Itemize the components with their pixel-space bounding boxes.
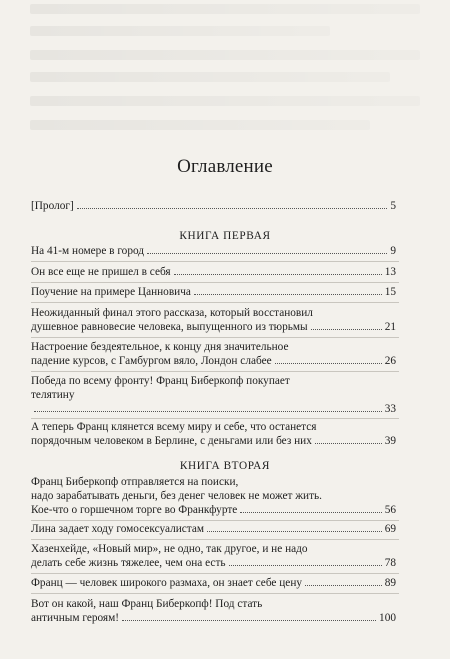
toc-entry-page: 9 [390, 245, 396, 257]
section-heading-book-1: КНИГА ПЕРВАЯ [179, 230, 271, 242]
toc-entry-label: Он все еще не пришел в себя [31, 266, 171, 278]
dot-leader [275, 362, 382, 364]
toc-entry[interactable] [31, 420, 396, 448]
toc-entry-page: 26 [384, 355, 396, 367]
dot-leader [77, 207, 388, 209]
dot-leader [207, 530, 382, 532]
toc-entry-page: 5 [390, 200, 396, 212]
toc-entry[interactable] [31, 285, 396, 299]
toc-entry-label: Поучение на примере Цанновича [31, 286, 191, 298]
toc-entry[interactable] [31, 542, 396, 570]
toc-entry-page: 39 [384, 435, 396, 447]
dot-leader [311, 328, 382, 330]
toc-entry-label: Настроение бездеятельное, к концу дня значительное [31, 341, 289, 353]
toc-entry-page: 56 [384, 504, 396, 516]
entry-divider [31, 371, 399, 372]
entry-divider [31, 418, 399, 419]
dot-leader [174, 273, 382, 275]
toc-entry-label: Победа по всему фронту! Франц Биберкопф покупает [31, 375, 290, 387]
entry-divider [31, 282, 399, 283]
toc-entry-label: Хазенхейде, «Новый мир», не одно, так другое, и не надо [31, 543, 308, 555]
dot-leader [34, 410, 382, 412]
dot-leader [122, 619, 376, 621]
dot-leader [315, 442, 382, 444]
toc-entry[interactable] [31, 244, 396, 258]
toc-entry-label: А теперь Франц клянется всему миру и себе, что останется [31, 421, 317, 433]
bleed-through-text [30, 72, 390, 82]
toc-entry-page: 13 [384, 266, 396, 278]
toc-entry-label: душевное равновесие человека, выпущенного из тюрьмы [31, 321, 308, 333]
dot-leader [229, 564, 382, 566]
toc-entry-label: Франц Биберкопф отправляется на поиски, [31, 476, 239, 488]
toc-entry[interactable] [31, 475, 396, 517]
entry-divider [31, 573, 399, 574]
entry-divider [31, 593, 399, 594]
toc-entry-label: порядочным человеком в Берлине, с деньгами или без них [31, 435, 312, 447]
toc-entry[interactable] [31, 522, 396, 536]
bleed-through-text [30, 26, 330, 36]
toc-entry-label: [Пролог] [31, 200, 74, 212]
toc-entry-label: надо зарабатывать деньги, без денег человек не может жить. [31, 490, 323, 502]
toc-entry-label: Франц — человек широкого размаха, он знает себе цену [31, 577, 303, 589]
toc-entry[interactable] [31, 265, 396, 279]
toc-entry-label: На 41-м номере в город [31, 245, 145, 257]
bleed-through-text [30, 120, 370, 130]
toc-entry-page: 69 [384, 523, 396, 535]
bleed-through-text [30, 4, 420, 14]
entry-divider [31, 539, 399, 540]
toc-entry-label: делать себе жизнь тяжелее, чем она есть [31, 557, 226, 569]
section-heading-book-2: КНИГА ВТОРАЯ [179, 460, 271, 472]
toc-entry-page: 21 [384, 321, 396, 333]
toc-entry[interactable] [31, 340, 396, 368]
toc-entry-label: Кое-что о горшечном торге во Франкфурте [31, 504, 238, 516]
dot-leader [305, 584, 382, 586]
toc-entry-label: Неожиданный финал этого рассказа, который восстановил [31, 307, 313, 319]
dot-leader [194, 293, 382, 295]
bleed-through-text [30, 50, 420, 60]
toc-entry-page: 100 [379, 612, 396, 624]
toc-entry-label: падение курсов, с Гамбургом вяло, Лондон слабее [31, 355, 272, 367]
toc-entry[interactable] [31, 306, 396, 334]
toc-entry[interactable] [31, 576, 396, 590]
entry-divider [31, 337, 399, 338]
entry-divider [31, 520, 399, 521]
toc-entry-page: 33 [384, 403, 396, 415]
toc-entry[interactable] [31, 374, 396, 416]
entry-divider [31, 261, 399, 262]
toc-entry-label: Лина задает ходу гомосексуалистам [31, 523, 205, 535]
toc-title: Оглавление [177, 156, 273, 177]
bleed-through-text [30, 96, 420, 106]
toc-entry[interactable] [31, 597, 396, 625]
entry-divider [31, 302, 399, 303]
toc-entry-page: 15 [384, 286, 396, 298]
toc-entry-label: античным героям! [31, 612, 120, 624]
toc-entry-label: телятину [31, 389, 75, 401]
toc-entry-label: Вот он какой, наш Франц Биберкопф! Под стать [31, 598, 263, 610]
toc-entry-page: 89 [384, 577, 396, 589]
toc-entry-page: 78 [384, 557, 396, 569]
toc-entry-prologue[interactable] [31, 199, 396, 213]
dot-leader [147, 252, 387, 254]
dot-leader [240, 511, 381, 513]
